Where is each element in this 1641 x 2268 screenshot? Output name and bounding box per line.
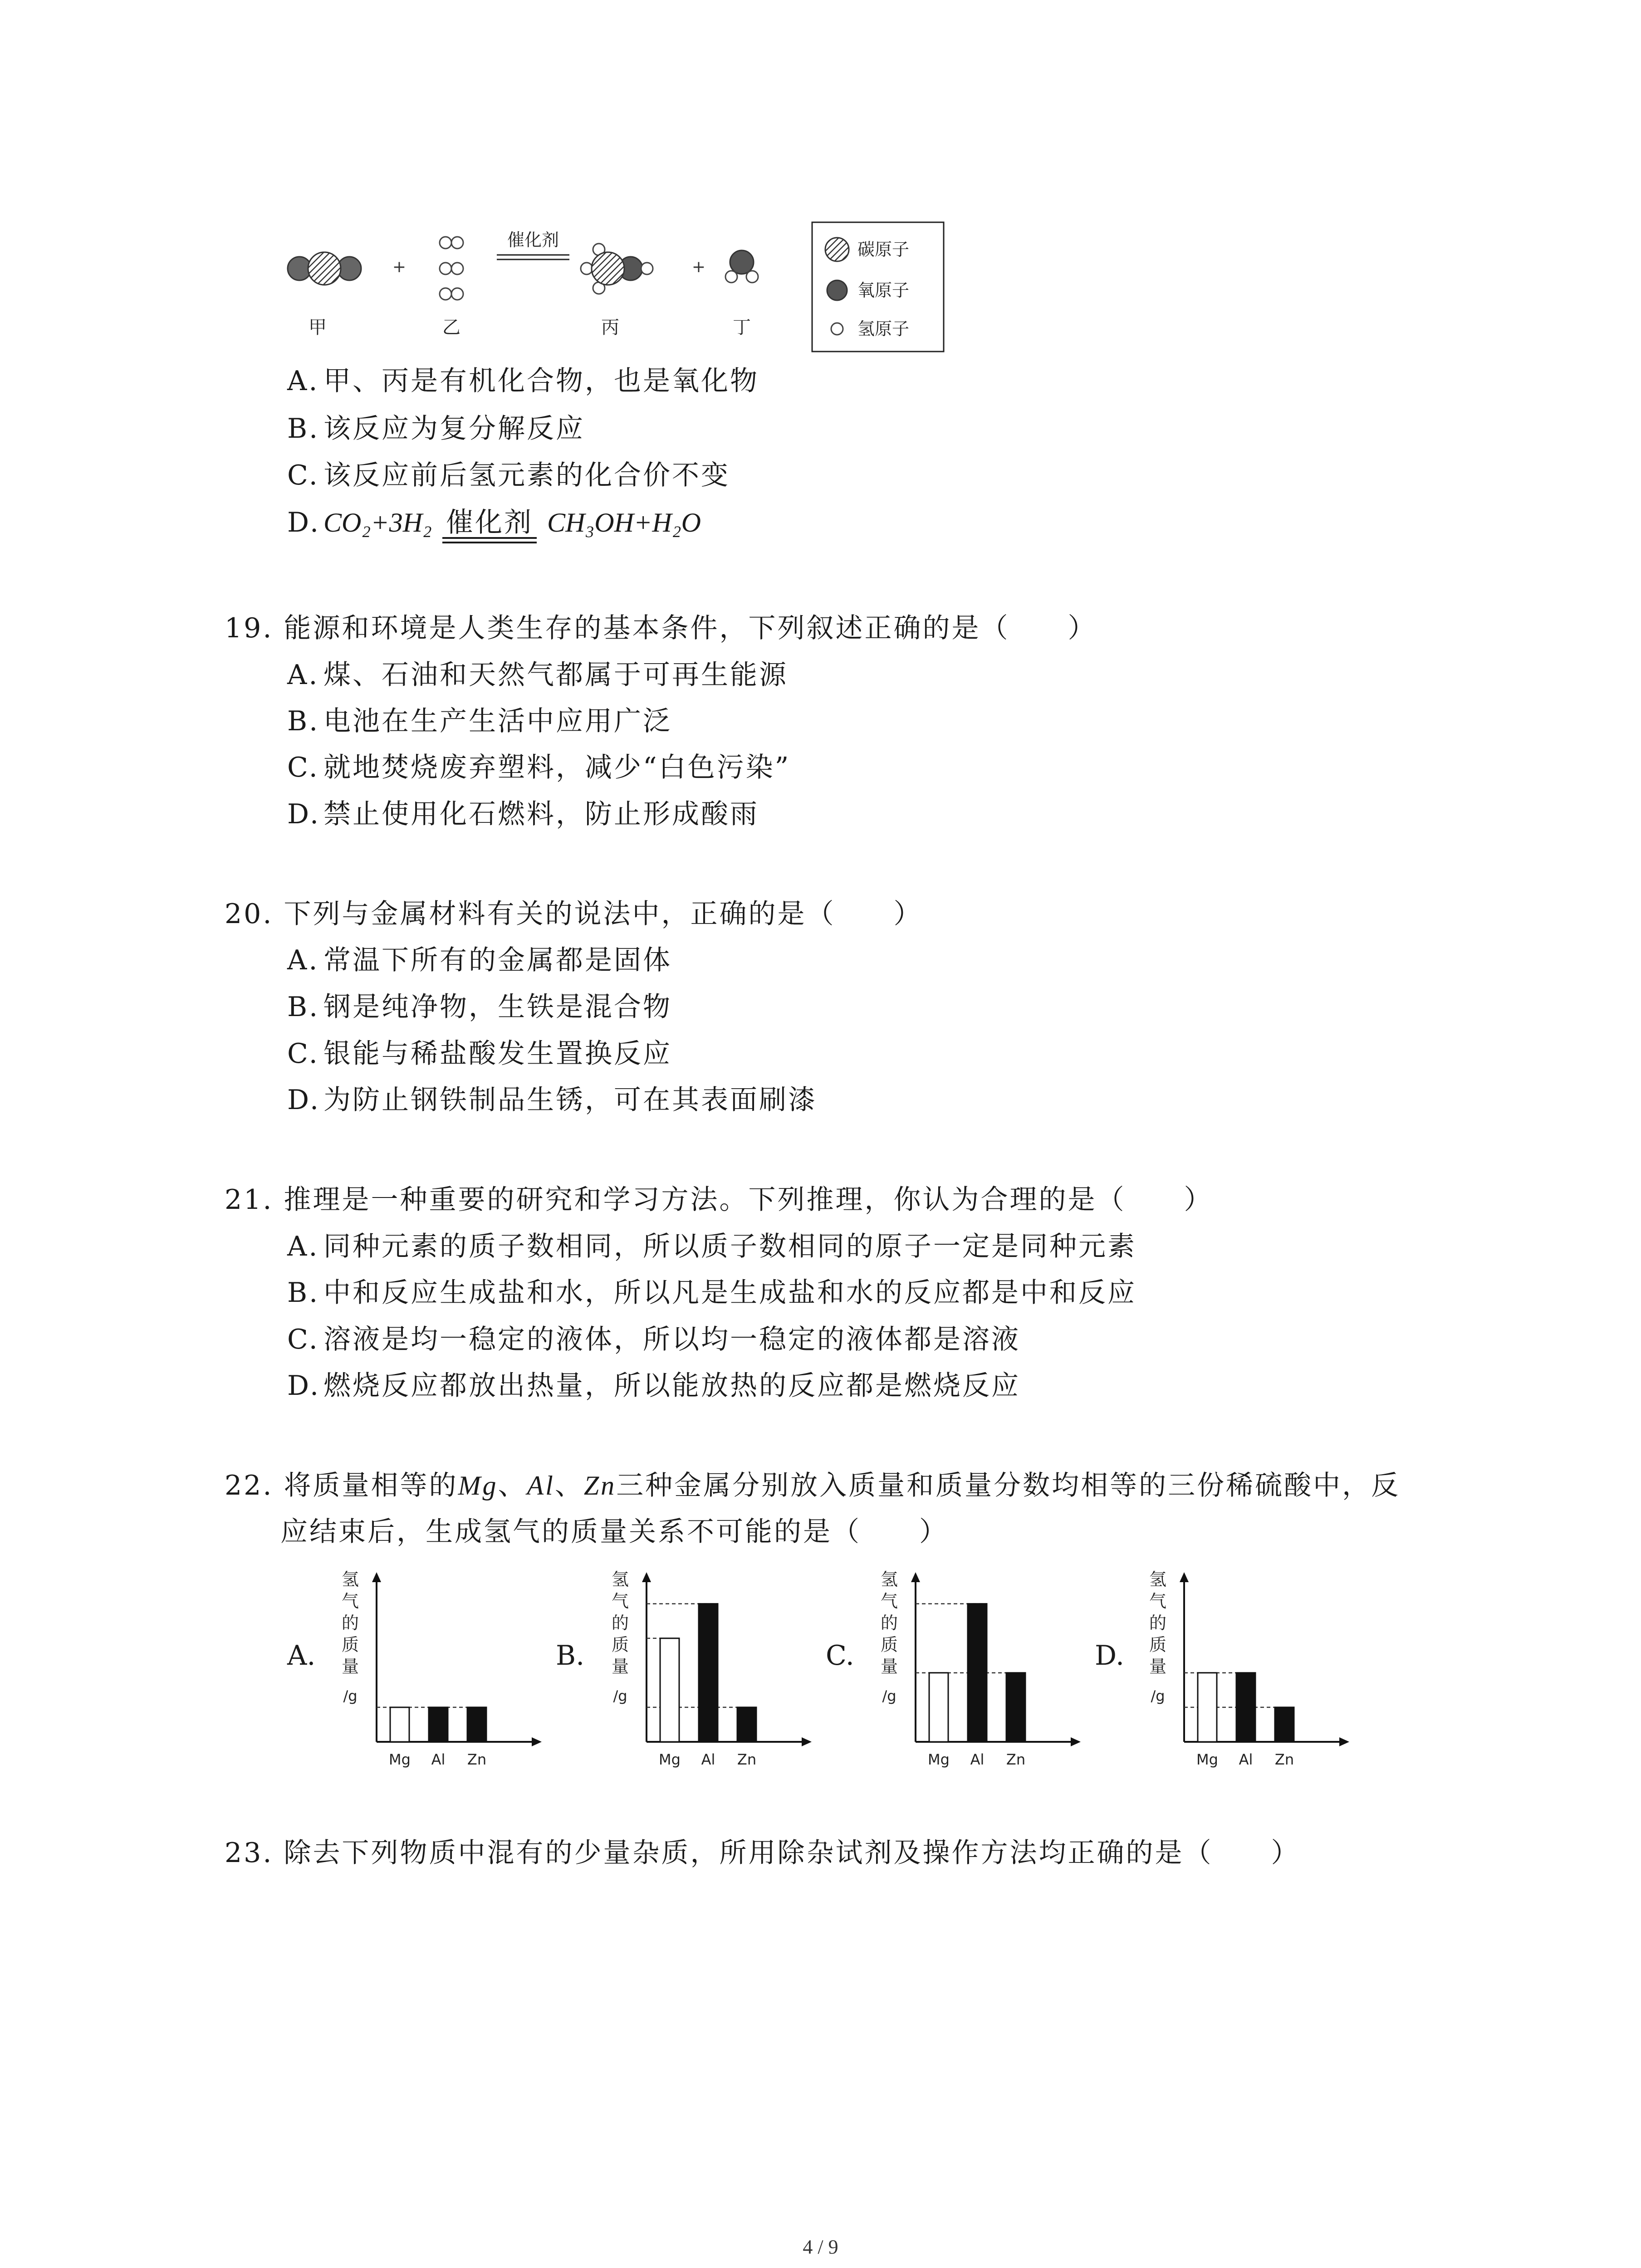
question-text: 下列与金属材料有关的说法中，正确的是（ ）: [284, 898, 923, 930]
equation-catalyst-text: 催化剂: [446, 507, 533, 538]
chart-a: [331, 1560, 567, 1778]
x-tick-label: Mg: [928, 1751, 950, 1768]
x-axis-arrow: [1339, 1737, 1349, 1746]
chart-d: [1139, 1560, 1375, 1778]
y-axis-label-char: 质: [611, 1635, 629, 1655]
separator: 、: [498, 1470, 527, 1501]
q18-option-b: [287, 411, 585, 447]
option-label: C.: [287, 752, 319, 783]
y-axis-label-char: 的: [1149, 1613, 1167, 1633]
chart-b: [601, 1560, 837, 1778]
question-text: 除去下列物质中混有的少量杂质，所用除杂试剂及操作方法均正确的是（ ）: [284, 1837, 1300, 1869]
q20-option-b: [287, 989, 672, 1025]
bar-mg: [660, 1638, 679, 1742]
option-text: 禁止使用化石燃料，防止形成酸雨: [323, 798, 759, 830]
equation-products: CH₃OH+H₂O: [547, 508, 701, 538]
q21-option-c: [287, 1321, 1020, 1358]
question-number: 20.: [225, 898, 274, 930]
x-tick-label: Zn: [1274, 1751, 1294, 1768]
question-text: 推理是一种重要的研究和学习方法。下列推理，你认为合理的是（ ）: [284, 1184, 1213, 1216]
q20-stem: [225, 896, 923, 932]
option-label: C.: [287, 1324, 319, 1355]
question-number: 21.: [225, 1184, 274, 1216]
bar-chart-svg: [1139, 1560, 1375, 1778]
q21-option-d: [287, 1368, 1020, 1404]
catalyst-label: 催化剂: [507, 230, 559, 250]
q23-stem: [225, 1835, 1300, 1871]
q19-option-d: [287, 796, 759, 832]
q18-option-d: [287, 504, 701, 541]
option-label: D.: [287, 1370, 321, 1402]
y-axis-label-char: 氢: [1149, 1569, 1167, 1589]
x-tick-label: Al: [970, 1751, 985, 1768]
bar-mg: [1198, 1673, 1217, 1742]
option-text: 银能与稀盐酸发生置换反应: [323, 1038, 672, 1070]
x-tick-label: Zn: [467, 1751, 487, 1768]
option-label: B.: [287, 413, 320, 445]
chart-letter-d: D.: [1095, 1640, 1125, 1672]
option-label: B.: [287, 705, 320, 737]
option-text: 溶液是均一稳定的液体，所以均一稳定的液体都是溶液: [323, 1324, 1020, 1355]
y-axis-label-char: 的: [341, 1613, 359, 1633]
metal-mg: Mg: [458, 1471, 498, 1501]
x-tick-label: Mg: [659, 1751, 681, 1768]
plus-sign-2: +: [691, 258, 706, 276]
option-label: C.: [287, 459, 319, 491]
label-jia: 甲: [309, 317, 327, 338]
q18-option-a: [287, 363, 759, 399]
option-label: D.: [287, 798, 321, 830]
y-axis-label-char: 的: [611, 1613, 629, 1633]
y-axis-label-char: 质: [1149, 1635, 1167, 1655]
label-yi: 乙: [442, 317, 460, 338]
bar-al: [429, 1707, 448, 1742]
y-axis-unit: /g: [1151, 1687, 1165, 1705]
q22-stem: [225, 1467, 1400, 1504]
q19-stem: [225, 610, 1097, 646]
option-label: A.: [287, 659, 319, 691]
bar-zn: [1006, 1673, 1025, 1742]
y-axis-arrow: [1180, 1572, 1189, 1582]
question-number: 23.: [225, 1837, 274, 1869]
equation-catalyst: [442, 504, 537, 541]
y-axis-label-char: 气: [341, 1591, 359, 1611]
separator: 、: [554, 1470, 584, 1501]
x-axis-arrow: [802, 1737, 812, 1746]
option-text: 电池在生产生活中应用广泛: [323, 705, 672, 737]
option-label: D.: [287, 507, 321, 538]
y-axis-arrow: [911, 1572, 920, 1582]
question-text: 三种金属分别放入质量和质量分数均相等的三份稀硫酸中，反: [616, 1470, 1401, 1501]
q19-option-c: [287, 749, 790, 786]
label-bing: 丙: [601, 317, 619, 338]
y-axis-arrow: [642, 1572, 651, 1582]
x-axis-arrow: [1071, 1737, 1081, 1746]
q22-stem-line2: [280, 1514, 948, 1550]
y-axis-label-char: 气: [1149, 1591, 1167, 1611]
option-label: B.: [287, 991, 320, 1023]
question-text: 应结束后，生成氢气的质量关系不可能的是（ ）: [280, 1516, 948, 1548]
y-axis-label-char: 气: [880, 1591, 898, 1611]
y-axis-unit: /g: [882, 1687, 896, 1705]
y-axis-label-char: 量: [611, 1657, 629, 1677]
x-tick-label: Zn: [1006, 1751, 1026, 1768]
molecule-bing: [581, 244, 653, 294]
legend-oxygen: 氧原子: [857, 280, 910, 300]
y-axis-label-char: 氢: [880, 1569, 898, 1589]
equation-double-line: [442, 537, 537, 543]
chart-letter-b: B.: [556, 1640, 585, 1672]
option-text: 常温下所有的金属都是固体: [323, 944, 672, 976]
q21-option-a: [287, 1228, 1136, 1265]
option-text: 中和反应生成盐和水，所以凡是生成盐和水的反应都是中和反应: [323, 1277, 1136, 1309]
x-tick-label: Mg: [389, 1751, 411, 1768]
y-axis-unit: /g: [613, 1687, 627, 1705]
bar-chart-svg: [870, 1560, 1106, 1778]
q20-option-c: [287, 1036, 672, 1072]
bar-zn: [467, 1707, 486, 1742]
y-axis-label-char: 的: [880, 1613, 898, 1633]
option-label: B.: [287, 1277, 320, 1309]
q21-option-b: [287, 1275, 1136, 1311]
option-text: 燃烧反应都放出热量，所以能放热的反应都是燃烧反应: [323, 1370, 1020, 1402]
label-ding: 丁: [733, 317, 751, 338]
option-label: D.: [287, 1084, 321, 1116]
bar-zn: [1275, 1707, 1294, 1742]
x-tick-label: Mg: [1196, 1751, 1218, 1768]
option-label: C.: [287, 1038, 319, 1070]
bar-al: [968, 1604, 987, 1742]
atom-legend: [812, 222, 944, 352]
hydrogen-atom-icon: [831, 323, 843, 335]
question-text: 将质量相等的: [284, 1470, 458, 1501]
option-text: 钢是纯净物，生铁是混合物: [323, 991, 672, 1023]
option-label: A.: [287, 944, 319, 976]
y-axis-label-char: 气: [611, 1591, 629, 1611]
metal-zn: Zn: [583, 1471, 617, 1501]
y-axis-label-char: 量: [341, 1657, 359, 1677]
reaction-diagram-svg: [272, 213, 962, 363]
carbon-atom-icon: [825, 238, 849, 261]
reaction-diagram: [272, 213, 962, 363]
chart-c: [870, 1560, 1106, 1778]
q18-option-c: [287, 457, 730, 494]
q20-option-a: [287, 942, 672, 978]
option-text: 甲、丙是有机化合物，也是氧化物: [323, 365, 759, 397]
option-text: 为防止钢铁制品生锈，可在其表面刷漆: [323, 1084, 817, 1116]
x-tick-label: Al: [1239, 1751, 1253, 1768]
x-tick-label: Al: [701, 1751, 715, 1768]
metal-al: Al: [527, 1471, 555, 1501]
bar-mg: [929, 1673, 948, 1742]
legend-carbon: 碳原子: [857, 240, 910, 259]
bar-chart-svg: [331, 1560, 567, 1778]
y-axis-unit: /g: [343, 1687, 358, 1705]
legend-hydrogen: 氢原子: [857, 319, 910, 339]
option-label: A.: [287, 1231, 319, 1262]
oxygen-atom-icon: [827, 280, 847, 300]
y-axis-label-char: 量: [880, 1657, 898, 1677]
y-axis-label-char: 氢: [341, 1569, 359, 1589]
option-text: 该反应为复分解反应: [323, 413, 585, 445]
option-text: 就地焚烧废弃塑料，减少“白色污染”: [323, 752, 791, 783]
question-text: 能源和环境是人类生存的基本条件，下列叙述正确的是（ ）: [284, 612, 1097, 644]
q20-option-d: [287, 1082, 817, 1118]
y-axis-label-char: 量: [1149, 1657, 1167, 1677]
bar-al: [1236, 1673, 1255, 1742]
y-axis-arrow: [372, 1572, 381, 1582]
y-axis-label-char: 质: [341, 1635, 359, 1655]
option-label: A.: [287, 365, 319, 397]
y-axis-label-char: 质: [880, 1635, 898, 1655]
bar-zn: [737, 1707, 756, 1742]
plus-sign-1: +: [392, 258, 407, 276]
option-text: 该反应前后氢元素的化合价不变: [323, 459, 730, 491]
option-text: 同种元素的质子数相同，所以质子数相同的原子一定是同种元素: [323, 1231, 1136, 1262]
molecule-yi: [440, 237, 463, 300]
molecule-ding: [725, 250, 758, 283]
page-number: 4 / 9: [803, 2236, 838, 2258]
q21-stem: [225, 1182, 1213, 1218]
x-tick-label: Zn: [737, 1751, 757, 1768]
question-number: 19.: [225, 612, 274, 644]
question-number: 22.: [225, 1470, 274, 1501]
equation-reactants: CO₂+3H₂: [323, 508, 432, 538]
bar-mg: [390, 1707, 409, 1742]
bar-al: [699, 1604, 718, 1742]
q19-option-b: [287, 703, 672, 739]
chart-letter-c: C.: [826, 1640, 854, 1672]
q19-option-a: [287, 657, 788, 693]
option-text: 煤、石油和天然气都属于可再生能源: [323, 659, 788, 691]
chart-letter-a: A.: [287, 1640, 316, 1672]
bar-chart-svg: [601, 1560, 837, 1778]
x-tick-label: Al: [431, 1751, 446, 1768]
y-axis-label-char: 氢: [611, 1569, 629, 1589]
molecule-jia: [288, 252, 361, 285]
x-axis-arrow: [532, 1737, 542, 1746]
